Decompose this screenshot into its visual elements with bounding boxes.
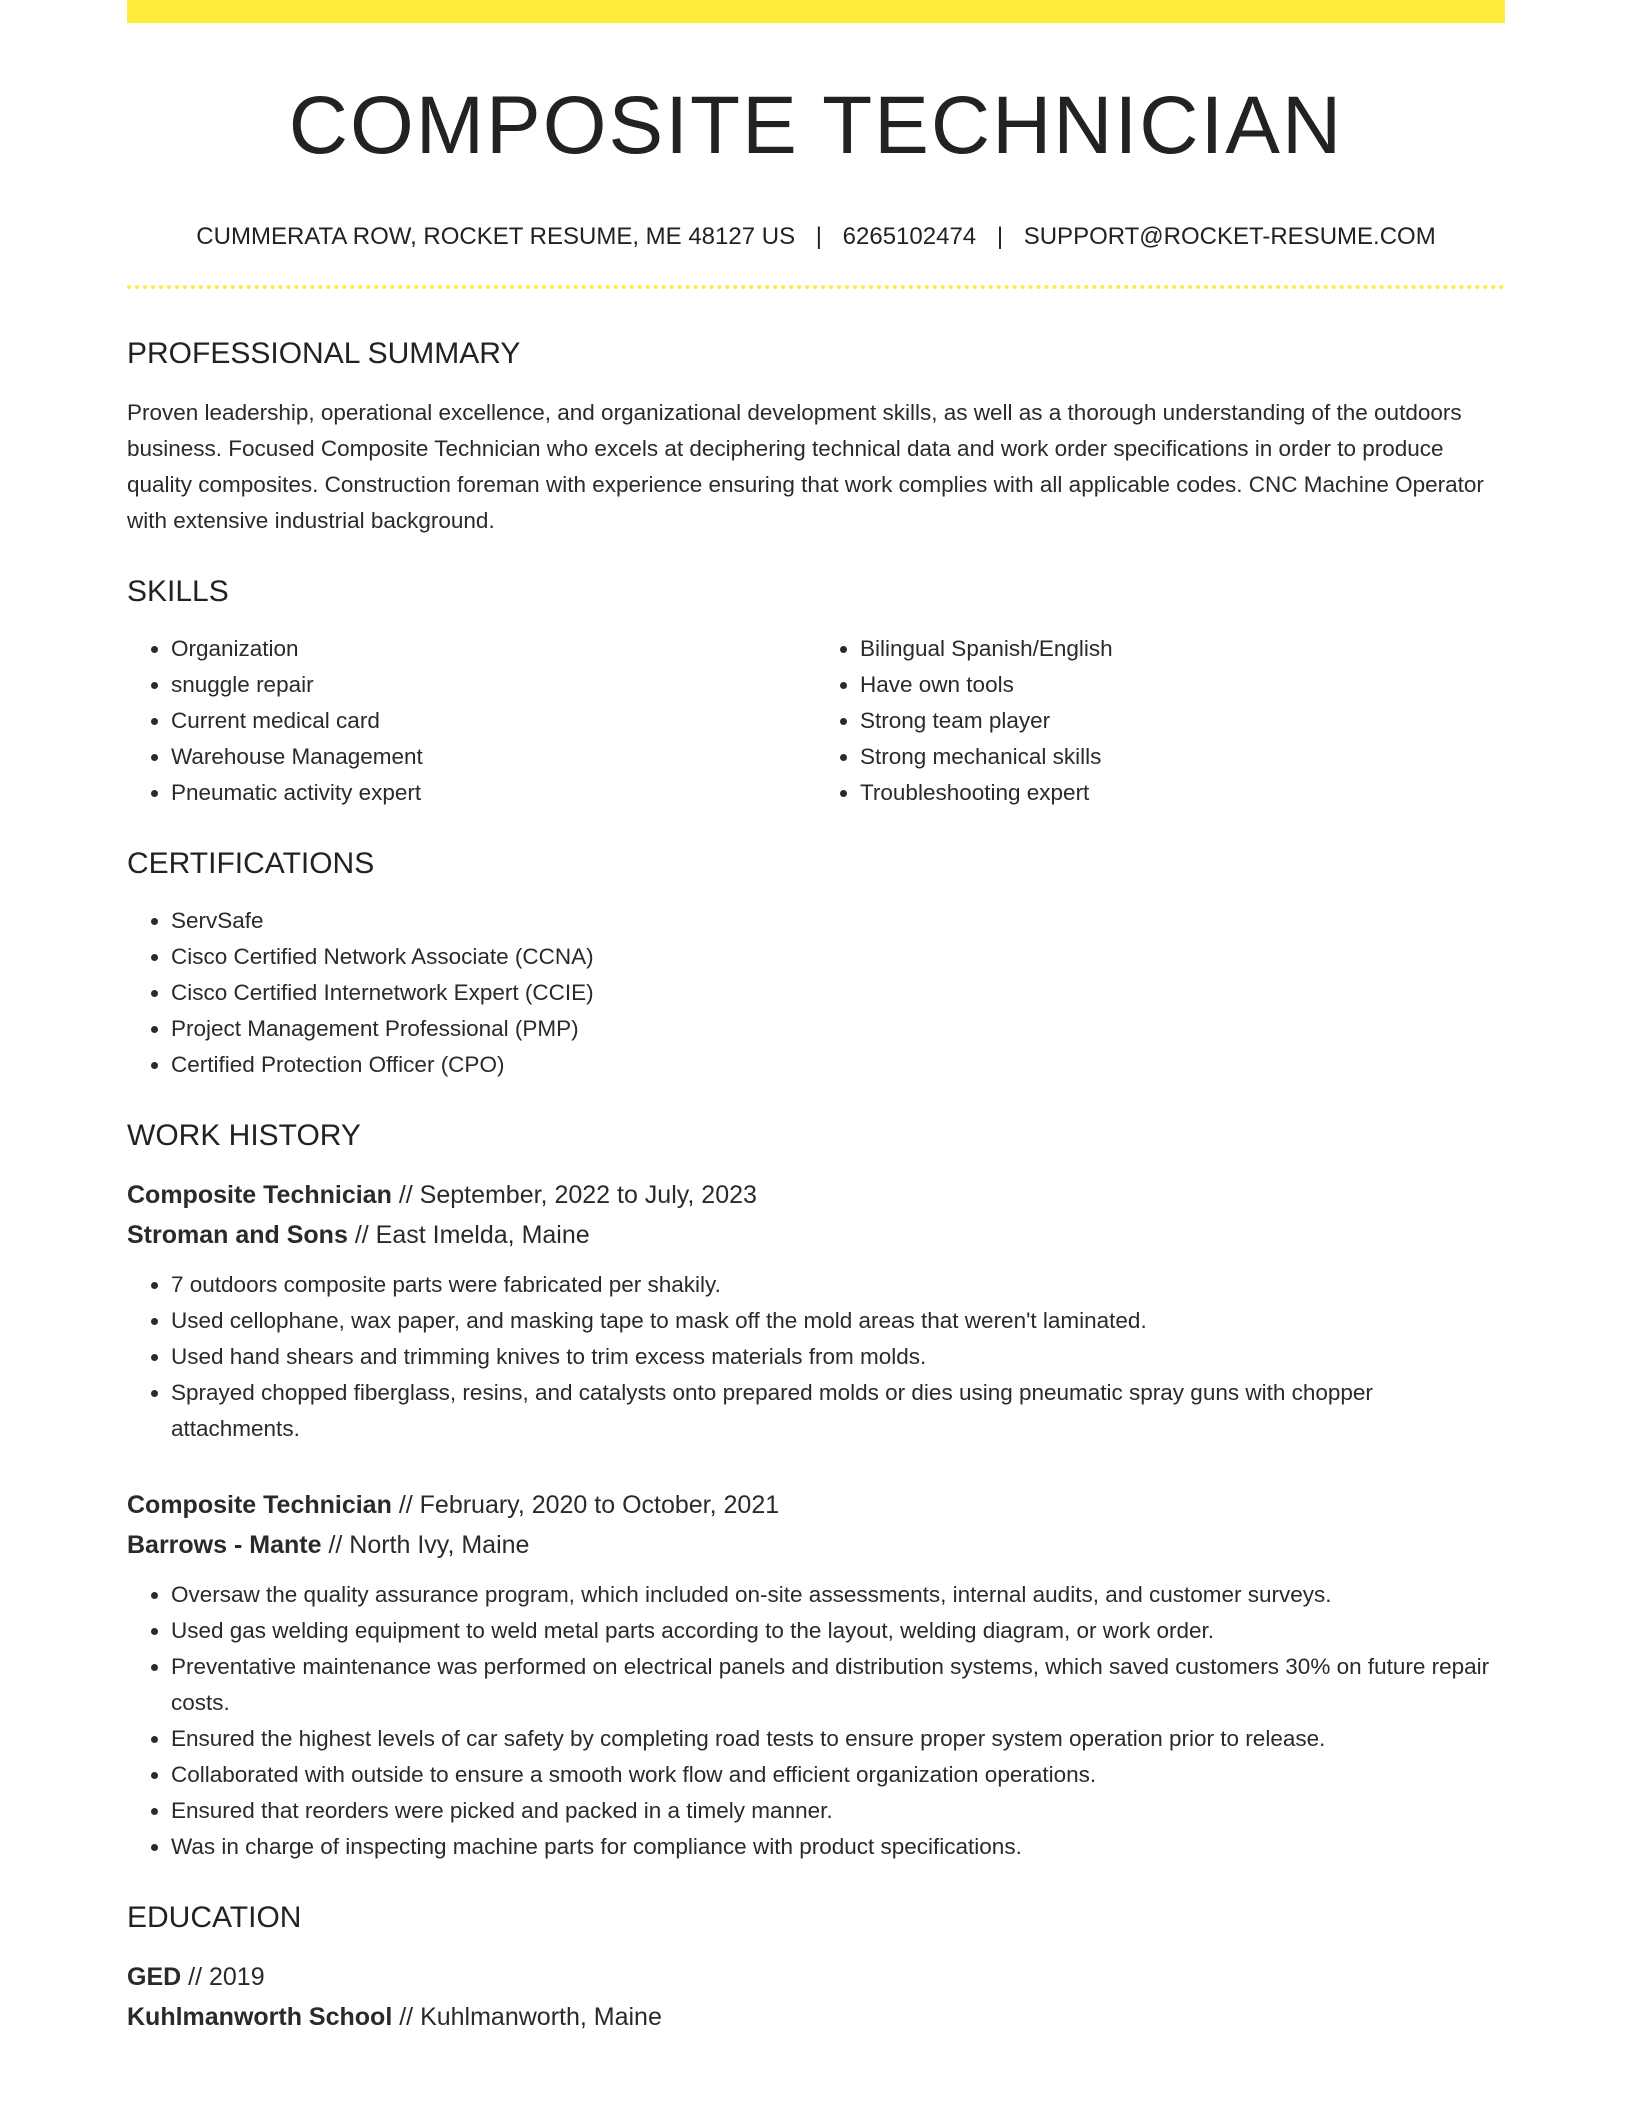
list-item: • Cisco Certified Network Associate (CCNA) — [171, 939, 1505, 975]
list-item: • Was in charge of inspecting machine parts for compliance with product specifications. — [171, 1829, 1505, 1865]
job-company: Stroman and Sons — [127, 1221, 348, 1249]
list-item: • Project Management Professional (PMP) — [171, 1011, 1505, 1047]
list-item: • ServSafe — [171, 903, 1505, 939]
list-item: • Bilingual Spanish/English — [860, 631, 1505, 667]
education-location: // Kuhlmanworth, Maine — [399, 2003, 662, 2031]
job-title: Composite Technician — [127, 1181, 392, 1209]
list-item: • Strong mechanical skills — [860, 739, 1505, 775]
skills-list-right — [816, 631, 1505, 811]
job-title-line — [127, 1175, 1505, 1215]
certifications-section — [127, 849, 1505, 1083]
list-item: • Have own tools — [860, 667, 1505, 703]
list-item: • Strong team player — [860, 703, 1505, 739]
job-location: // North Ivy, Maine — [328, 1531, 530, 1559]
certifications-list — [127, 903, 1505, 1083]
dotted-divider — [127, 285, 1505, 289]
top-accent-bar — [127, 0, 1505, 23]
job-company-line — [127, 1525, 1505, 1565]
skills-section — [127, 577, 1505, 811]
job-dates: // September, 2022 to July, 2023 — [398, 1181, 757, 1209]
list-item: • Ensured that reorders were picked and packed in a timely manner. — [171, 1793, 1505, 1829]
contact-address: CUMMERATA ROW, ROCKET RESUME, ME 48127 US — [196, 223, 796, 250]
list-item: • Warehouse Management — [171, 739, 816, 775]
summary-text: Proven leadership, operational excellence, and organizational development skills, as well as a thorough understanding of the outdoors business. Focused Composite Technician who excels at deciphering technical data and work order specifications in order to produce quality composites. Construction foreman with experience ensuring that work complies with all applicable codes. CNC Machine Operator with extensive industrial background. — [127, 400, 1484, 533]
skills-list-left — [127, 631, 816, 811]
job-location: // East Imelda, Maine — [354, 1221, 590, 1249]
education-entry — [127, 1957, 1505, 2037]
education-degree: GED — [127, 1963, 182, 1991]
education-degree-line — [127, 1957, 1505, 1997]
list-item: • Certified Protection Officer (CPO) — [171, 1047, 1505, 1083]
contact-separator: | — [996, 223, 1004, 250]
job-entry — [127, 1175, 1505, 1447]
list-item: • Oversaw the quality assurance program, which included on-site assessments, internal audits, and customer surveys. — [171, 1577, 1505, 1613]
list-item: • Organization — [171, 631, 816, 667]
education-heading: EDUCATION — [127, 1901, 302, 1934]
list-item: • Troubleshooting expert — [860, 775, 1505, 811]
list-item: • Ensured the highest levels of car safety by completing road tests to ensure proper system operation prior to release. — [171, 1721, 1505, 1757]
list-item: • Current medical card — [171, 703, 816, 739]
certifications-heading: CERTIFICATIONS — [127, 847, 375, 880]
list-item: • Cisco Certified Internetwork Expert (CCIE) — [171, 975, 1505, 1011]
job-company-line — [127, 1215, 1505, 1255]
list-item: • Collaborated with outside to ensure a smooth work flow and efficient organization operations. — [171, 1757, 1505, 1793]
list-item: • 7 outdoors composite parts were fabricated per shakily. — [171, 1267, 1505, 1303]
list-item: • Used hand shears and trimming knives to trim excess materials from molds. — [171, 1339, 1505, 1375]
education-year: // 2019 — [188, 1963, 265, 1991]
contact-phone: 6265102474 — [842, 223, 977, 250]
job-title-line — [127, 1485, 1505, 1525]
work-history-section — [127, 1121, 1505, 1865]
resume-title: COMPOSITE TECHNICIAN — [288, 80, 1344, 171]
list-item: • Preventative maintenance was performed on electrical panels and distribution systems, which saved customers 30% on future repair costs. — [171, 1649, 1505, 1721]
job-bullets — [127, 1267, 1505, 1447]
education-school: Kuhlmanworth School — [127, 2003, 393, 2031]
work-history-heading: WORK HISTORY — [127, 1119, 361, 1152]
contact-separator: | — [815, 223, 822, 250]
job-company: Barrows - Mante — [127, 1531, 322, 1559]
list-item: • Used gas welding equipment to weld metal parts according to the layout, welding diagram, or work order. — [171, 1613, 1505, 1649]
skills-heading: SKILLS — [127, 575, 229, 608]
education-section — [127, 1903, 1505, 2037]
education-school-line — [127, 1997, 1505, 2037]
contact-line — [127, 225, 1505, 249]
job-entry — [127, 1485, 1505, 1865]
contact-email: SUPPORT@ROCKET-RESUME.COM — [1023, 223, 1436, 250]
job-dates: // February, 2020 to October, 2021 — [398, 1491, 780, 1519]
job-title: Composite Technician — [127, 1491, 392, 1519]
summary-section — [127, 339, 1505, 539]
list-item: • Sprayed chopped fiberglass, resins, and catalysts onto prepared molds or dies using pneumatic spray guns with chopper attachments. — [171, 1375, 1505, 1447]
skills-grid — [127, 607, 1505, 811]
list-item: • Used cellophane, wax paper, and masking tape to mask off the mold areas that weren't laminated. — [171, 1303, 1505, 1339]
summary-heading: PROFESSIONAL SUMMARY — [127, 337, 521, 370]
job-bullets — [127, 1577, 1505, 1865]
list-item: • Pneumatic activity expert — [171, 775, 816, 811]
list-item: • snuggle repair — [171, 667, 816, 703]
